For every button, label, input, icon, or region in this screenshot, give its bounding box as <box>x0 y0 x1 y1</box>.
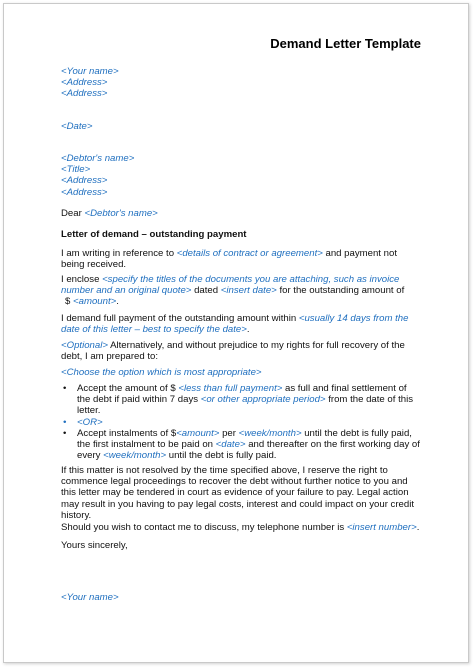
paragraph-demand <box>61 313 421 335</box>
amount-placeholder: <amount> <box>176 427 220 439</box>
or-separator <box>61 417 421 428</box>
phone-placeholder: <insert number> <box>346 522 417 533</box>
text: and payment not being received. <box>61 248 397 271</box>
choose-option-note: <Choose the option which is most appropriate> <box>61 367 262 378</box>
sender-address-block <box>61 66 421 100</box>
paragraph-enclosure <box>61 274 421 308</box>
text: and thereafter on the first working day of every <box>77 439 420 462</box>
text: until the debt is fully paid, the first instalment to be paid on <box>77 427 412 451</box>
text: Alternatively, and without prejudice to my rights for full recovery of the debt, I am prepared to: <box>61 340 405 363</box>
text: as full and final settlement of the debt if paid within 7 days <box>77 383 407 406</box>
sender-name: <Your name> <box>61 66 119 77</box>
paragraph-optional <box>61 340 421 362</box>
documents-placeholder: <specify the titles of the documents you are attaching, such as invoice number and an original quote> <box>61 274 400 297</box>
text: Accept the amount of $ <box>77 383 179 394</box>
debtor-address-line: <Address> <box>61 175 108 187</box>
enclosure-text <box>61 274 421 296</box>
paragraph-reference <box>61 248 421 270</box>
text: . <box>116 296 119 308</box>
signature-name: <Your name> <box>61 592 119 603</box>
frequency-placeholder: <week/month> <box>103 450 167 462</box>
closing: Yours sincerely, <box>61 540 128 551</box>
text: Should you wish to contact me to discuss, my telephone number is <box>61 522 347 533</box>
text: I demand full payment of the outstanding amount within <box>61 313 299 324</box>
text: . <box>416 522 420 533</box>
text: . <box>246 324 250 336</box>
text: I enclose <box>61 274 103 285</box>
frequency-placeholder: <week/month> <box>238 427 302 439</box>
date-placeholder: <insert date> <box>220 285 277 297</box>
salutation-text: Dear <box>61 208 85 219</box>
payment-options-list <box>61 383 421 461</box>
debtor-address-block <box>61 153 421 198</box>
text: $ <box>65 296 74 308</box>
letter-date: <Date> <box>61 121 93 132</box>
document-page <box>3 3 469 663</box>
sender-address-line: <Address> <box>61 88 108 100</box>
amount-placeholder: <amount> <box>73 296 117 308</box>
salutation-name: <Debtor's name> <box>84 208 158 219</box>
sender-address-line: <Address> <box>61 77 108 89</box>
date-placeholder: <date> <box>215 439 246 451</box>
text: dated <box>191 285 221 297</box>
debtor-address-line: <Address> <box>61 186 108 198</box>
text: until the debt is fully paid. <box>166 450 277 462</box>
letter-subject: Letter of demand – outstanding payment <box>61 229 247 240</box>
option-instalments <box>61 428 421 462</box>
enclosure-amount <box>61 296 421 307</box>
partial-payment-placeholder: <less than full payment> <box>178 383 283 394</box>
text: I am writing in reference to <box>61 248 177 259</box>
paragraph-legal-notice: If this matter is not resolved by the time specified above, I reserve the right to commence legal proceedings to recover the debt without further notice to you and this letter may be tendered in court as evidence of your failure to pay. Legal action may result in you having to pay legal costs, interest and could impact on your credit history. <box>61 465 415 521</box>
debtor-title: <Title> <box>61 164 91 176</box>
deadline-placeholder: <usually 14 days from the date of this letter – best to specify the date> <box>61 313 409 336</box>
or-text: <OR> <box>77 416 103 428</box>
salutation <box>61 208 421 219</box>
text: per <box>219 427 239 439</box>
option-full-settlement <box>61 383 421 417</box>
text: Accept instalments of $ <box>77 427 177 439</box>
debtor-name: <Debtor's name> <box>61 153 135 164</box>
text: for the outstanding amount of <box>276 285 405 297</box>
optional-placeholder: <Optional> <box>61 340 108 351</box>
paragraph-contact <box>61 522 421 533</box>
contract-placeholder: <details of contract or agreement> <box>176 248 323 259</box>
text: from the date of this letter. <box>77 394 414 417</box>
document-title: Demand Letter Template <box>270 36 421 51</box>
period-placeholder: <or other appropriate period> <box>200 394 326 406</box>
